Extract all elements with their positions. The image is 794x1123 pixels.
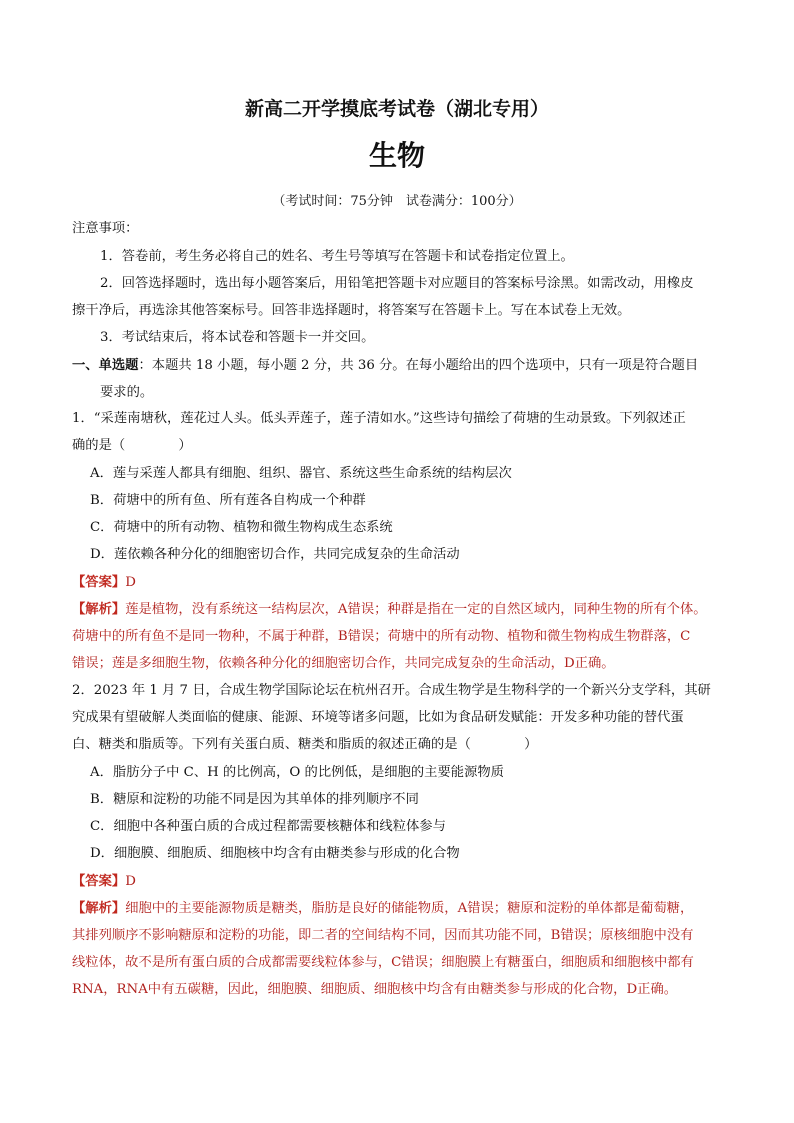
section-description: ：本题共 18 小题，每小题 2 分，共 36 分。在每小题给出的四个选项中，只有一项是符合题目 [138, 358, 699, 373]
question-1-stem-line-1: 1．“采莲南塘秋，莲花过人头。低头弄莲子，莲子清如水。”这些诗句描绘了荷塘的生动景致。下列叙述正 [72, 411, 686, 426]
note-item-2-line-1: 2．回答选择题时，选出每小题答案后，用铅笔把答题卡对应题目的答案标号涂黑。如需改动，用橡皮 [100, 276, 694, 291]
question-2-stem-line-1: 2．2023 年 1 月 7 日，合成生物学国际论坛在杭州召开。合成生物学是生物科学的一个新兴分支学科，其研 [72, 683, 711, 698]
analysis-label: 【解析】 [72, 901, 126, 916]
exam-info: （考试时间：75分钟 试卷满分：100分） [272, 194, 522, 209]
question-1-option-d: D．莲依赖各种分化的细胞密切合作，共同完成复杂的生命活动 [90, 547, 460, 562]
question-1-option-a: A．莲与采莲人都具有细胞、组织、器官、系统这些生命系统的结构层次 [90, 466, 512, 481]
answer-label: 【答案】 [72, 575, 126, 590]
question-2-analysis-line-3: 线粒体，故不是所有蛋白质的合成都需要线粒体参与，C错误；细胞膜上有糖蛋白，细胞质和细胞核中都有 [72, 955, 694, 970]
question-1-option-b: B．荷塘中的所有鱼、所有莲各自构成一个种群 [90, 493, 366, 508]
question-1-analysis-line-3: 错误；莲是多细胞生物，依赖各种分化的细胞密切合作，共同完成复杂的生命活动，D正确。 [72, 656, 615, 671]
analysis-text: 莲是植物，没有系统这一结构层次，A错误；种群是指在一定的自然区域内，同种生物的所有个体。 [125, 602, 707, 617]
answer-value: D [125, 575, 136, 590]
analysis-label: 【解析】 [72, 602, 126, 617]
exam-title: 新高二开学摸底考试卷（湖北专用） [244, 98, 549, 120]
question-2-option-c: C．细胞中各种蛋白质的合成过程都需要核糖体和线粒体参与 [90, 819, 446, 834]
notes-heading: 注意事项： [72, 221, 139, 236]
question-1-option-c: C．荷塘中的所有动物、植物和微生物构成生态系统 [90, 520, 393, 535]
question-2-analysis-line-2: 其排列顺序不影响糖原和淀粉的功能，即二者的空间结构不同，因而其功能不同，B错误；原核细胞中没有 [72, 928, 694, 943]
answer-label: 【答案】 [72, 874, 126, 889]
section-description-cont: 要求的。 [100, 385, 154, 400]
answer-value: D [125, 874, 136, 889]
section-label: 一、单选题 [72, 358, 139, 373]
question-2-option-d: D．细胞膜、细胞质、细胞核中均含有由糖类参与形成的化合物 [90, 846, 460, 861]
note-item-3: 3．考试结束后，将本试卷和答题卡一并交回。 [100, 330, 375, 345]
note-item-2-line-2: 擦干净后，再选涂其他答案标号。回答非选择题时，将答案写在答题卡上。写在本试卷上无效。 [72, 303, 631, 318]
question-2-answer [72, 873, 724, 891]
question-1-answer [72, 574, 724, 592]
question-1-analysis-line-1 [72, 601, 724, 619]
question-1-analysis-line-2: 荷塘中的所有鱼不是同一物种，不属于种群，B错误；荷塘中的所有动物、植物和微生物构成生物群落，C [72, 629, 691, 644]
analysis-text: 细胞中的主要能源物质是糖类，脂肪是良好的储能物质，A错误；糖原和淀粉的单体都是葡萄糖， [125, 901, 694, 916]
question-2-analysis-line-4: RNA，RNA中有五碳糖，因此，细胞膜、细胞质、细胞核中均含有由糖类参与形成的化合物，D正确。 [72, 982, 678, 997]
question-2-stem-line-2: 究成果有望破解人类面临的健康、能源、环境等诸多问题，比如为食品研发赋能：开发多种功能的替代蛋 [72, 710, 684, 725]
question-2-option-b: B．糖原和淀粉的功能不同是因为其单体的排列顺序不同 [90, 792, 419, 807]
question-2-analysis-line-1 [72, 900, 724, 918]
note-item-1: 1．答卷前，考生务必将自己的姓名、考生号等填写在答题卡和试卷指定位置上。 [100, 249, 574, 264]
question-1-stem-line-2: 确的是（ ） [72, 438, 192, 453]
section-heading [72, 357, 724, 375]
subject-title: 生物 [368, 139, 425, 172]
question-2-stem-line-3: 白、糖类和脂质等。下列有关蛋白质、糖类和脂质的叙述正确的是（ ） [72, 737, 538, 752]
question-2-option-a: A．脂肪分子中 C、H 的比例高，O 的比例低，是细胞的主要能源物质 [90, 765, 504, 780]
